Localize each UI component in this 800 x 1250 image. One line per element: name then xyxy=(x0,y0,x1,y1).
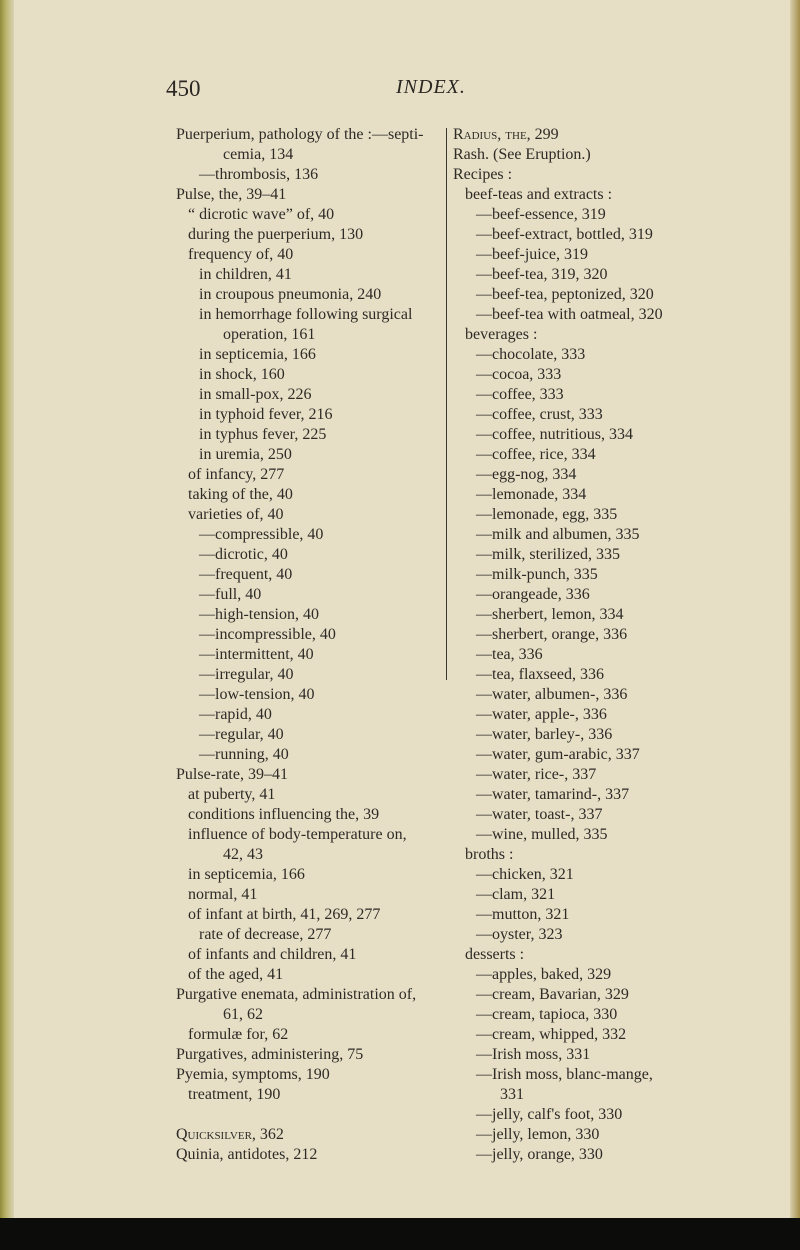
index-entry: 42, 43 xyxy=(223,846,263,863)
index-entry: Puerperium, pathology of the :—septi- xyxy=(176,126,424,143)
index-entry: —jelly, calf's foot, 330 xyxy=(476,1106,623,1123)
index-entry: —clam, 321 xyxy=(476,886,556,903)
index-entry: —water, barley-, 336 xyxy=(476,726,613,743)
index-entry: —rapid, 40 xyxy=(199,706,272,723)
index-entry: —milk-punch, 335 xyxy=(476,566,598,583)
index-entry: Pulse, the, 39–41 xyxy=(176,186,287,203)
index-entry: —thrombosis, 136 xyxy=(199,166,319,183)
index-column-left xyxy=(176,125,496,1165)
index-entry: —intermittent, 40 xyxy=(199,646,314,663)
index-entry: —milk and albumen, 335 xyxy=(476,526,640,543)
index-entry: beverages : xyxy=(465,326,538,343)
page-right-edge xyxy=(790,0,800,1218)
index-entry: of the aged, 41 xyxy=(188,966,284,983)
index-entry: —tea, 336 xyxy=(476,646,543,663)
index-entry: —beef-tea with oatmeal, 320 xyxy=(476,306,663,323)
index-entry: —Irish moss, blanc-mange, xyxy=(476,1066,653,1083)
index-entry: during the puerperium, 130 xyxy=(188,226,364,243)
index-entry: Pulse-rate, 39–41 xyxy=(176,766,288,783)
index-entry: —beef-extract, bottled, 319 xyxy=(476,226,653,243)
index-entry: —lemonade, 334 xyxy=(476,486,587,503)
index-entry: —milk, sterilized, 335 xyxy=(476,546,620,563)
index-entry: operation, 161 xyxy=(223,326,316,343)
index-entry: Quicksilver, 362 xyxy=(176,1126,284,1143)
index-entry: —jelly, lemon, 330 xyxy=(476,1126,600,1143)
index-entry: Purgatives, administering, 75 xyxy=(176,1046,364,1063)
index-entry: —compressible, 40 xyxy=(199,526,324,543)
index-entry: in shock, 160 xyxy=(199,366,285,383)
index-entry: —water, albumen-, 336 xyxy=(476,686,628,703)
index-entry: —dicrotic, 40 xyxy=(199,546,288,563)
index-entry: —apples, baked, 329 xyxy=(476,966,612,983)
index-entry: —sherbert, orange, 336 xyxy=(476,626,628,643)
index-entry: treatment, 190 xyxy=(188,1086,281,1103)
index-entry: Rash. (See Eruption.) xyxy=(453,146,591,163)
index-entry: rate of decrease, 277 xyxy=(199,926,332,943)
index-entry: —coffee, nutritious, 334 xyxy=(476,426,634,443)
index-entry: formulæ for, 62 xyxy=(188,1026,289,1043)
index-entry: —Irish moss, 331 xyxy=(476,1046,591,1063)
index-entry: in hemorrhage following surgical xyxy=(199,306,413,323)
index-entry: —irregular, 40 xyxy=(199,666,294,683)
index-entry: frequency of, 40 xyxy=(188,246,294,263)
page-number: 450 xyxy=(166,76,201,101)
index-entry: —cream, Bavarian, 329 xyxy=(476,986,629,1003)
index-column-right xyxy=(453,125,773,1165)
index-entry: —frequent, 40 xyxy=(199,566,293,583)
page-left-edge xyxy=(0,0,14,1218)
index-entry: —incompressible, 40 xyxy=(199,626,336,643)
index-entry: beef-teas and extracts : xyxy=(465,186,613,203)
index-entry: “ dicrotic wave” of, 40 xyxy=(188,206,335,223)
index-entry: —water, rice-, 337 xyxy=(476,766,597,783)
index-entry: conditions influencing the, 39 xyxy=(188,806,380,823)
index-entry: in typhoid fever, 216 xyxy=(199,406,333,423)
index-entry: —beef-essence, 319 xyxy=(476,206,606,223)
index-entry: —coffee, rice, 334 xyxy=(476,446,596,463)
index-entry: —cream, whipped, 332 xyxy=(476,1026,627,1043)
index-entry: —beef-juice, 319 xyxy=(476,246,588,263)
scan-bottom-band xyxy=(0,1218,800,1250)
index-entry: —beef-tea, peptonized, 320 xyxy=(476,286,654,303)
index-entry: at puberty, 41 xyxy=(188,786,276,803)
index-entry: in uremia, 250 xyxy=(199,446,292,463)
index-entry: —water, gum-arabic, 337 xyxy=(476,746,640,763)
index-entry xyxy=(176,1105,496,1125)
index-entry: —high-tension, 40 xyxy=(199,606,319,623)
index-entry: in typhus fever, 225 xyxy=(199,426,327,443)
index-entry: —water, tamarind-, 337 xyxy=(476,786,630,803)
index-entry: in children, 41 xyxy=(199,266,292,283)
index-entry: taking of the, 40 xyxy=(188,486,293,503)
index-entry: of infant at birth, 41, 269, 277 xyxy=(188,906,381,923)
index-entry: of infants and children, 41 xyxy=(188,946,357,963)
index-entry: —oyster, 323 xyxy=(476,926,563,943)
index-entry: Quinia, antidotes, 212 xyxy=(176,1146,318,1163)
index-entry: Radius, the, 299 xyxy=(453,126,559,143)
index-entry: in small-pox, 226 xyxy=(199,386,312,403)
index-entry: —regular, 40 xyxy=(199,726,284,743)
index-entry: in septicemia, 166 xyxy=(199,346,316,363)
index-entry: —running, 40 xyxy=(199,746,289,763)
index-entry: in septicemia, 166 xyxy=(188,866,305,883)
index-entry: —tea, flaxseed, 336 xyxy=(476,666,604,683)
index-entry: —egg-nog, 334 xyxy=(476,466,577,483)
index-entry: varieties of, 40 xyxy=(188,506,284,523)
index-entry: —orangeade, 336 xyxy=(476,586,590,603)
index-entry: —chicken, 321 xyxy=(476,866,574,883)
index-entry: —water, toast-, 337 xyxy=(476,806,603,823)
index-entry: normal, 41 xyxy=(188,886,258,903)
column-divider xyxy=(446,128,447,680)
index-entry: —coffee, crust, 333 xyxy=(476,406,603,423)
index-entry: cemia, 134 xyxy=(223,146,294,163)
index-entry: desserts : xyxy=(465,946,525,963)
running-title: INDEX. xyxy=(396,76,466,98)
index-entry: Purgative enemata, administration of, xyxy=(176,986,417,1003)
index-entry: —wine, mulled, 335 xyxy=(476,826,608,843)
index-entry: —mutton, 321 xyxy=(476,906,570,923)
index-entry: 331 xyxy=(500,1086,524,1103)
index-entry: —sherbert, lemon, 334 xyxy=(476,606,624,623)
index-entry: —cocoa, 333 xyxy=(476,366,562,383)
index-entry: —beef-tea, 319, 320 xyxy=(476,266,608,283)
index-entry: influence of body-temperature on, xyxy=(188,826,407,843)
index-entry: in croupous pneumonia, 240 xyxy=(199,286,382,303)
index-entry: of infancy, 277 xyxy=(188,466,285,483)
index-entry: —lemonade, egg, 335 xyxy=(476,506,618,523)
index-entry: 61, 62 xyxy=(223,1006,263,1023)
page-header xyxy=(0,76,800,106)
index-entry: —chocolate, 333 xyxy=(476,346,586,363)
index-entry: —full, 40 xyxy=(199,586,262,603)
index-entry: —low-tension, 40 xyxy=(199,686,315,703)
index-entry: —water, apple-, 336 xyxy=(476,706,607,723)
index-entry: —cream, tapioca, 330 xyxy=(476,1006,618,1023)
index-entry: —jelly, orange, 330 xyxy=(476,1146,603,1163)
index-entry: Recipes : xyxy=(453,166,513,183)
index-entry: —coffee, 333 xyxy=(476,386,564,403)
index-entry: broths : xyxy=(465,846,514,863)
index-entry: Pyemia, symptoms, 190 xyxy=(176,1066,330,1083)
